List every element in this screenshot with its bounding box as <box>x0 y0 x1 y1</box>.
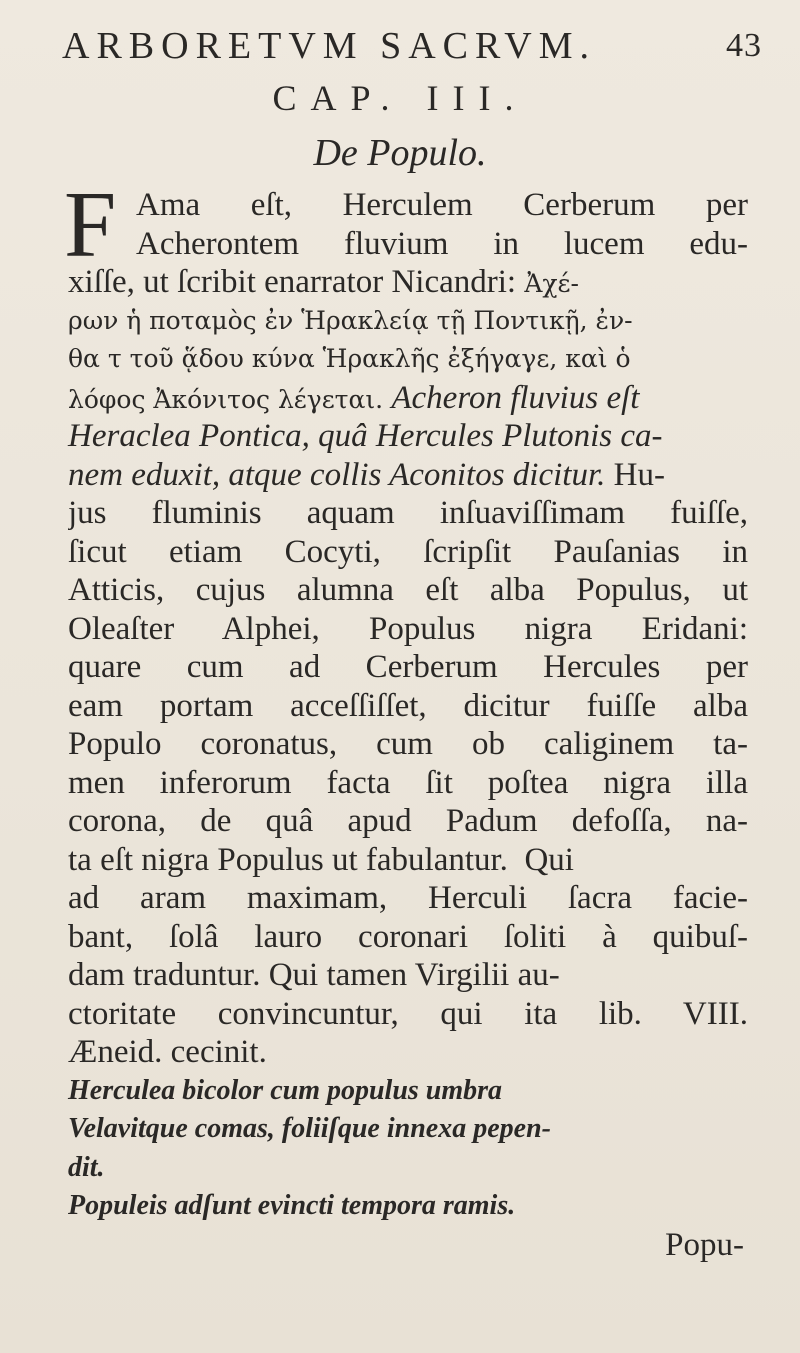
text-line-14: eam portam acceſſiſſet, dicitur fuiſſe alba <box>68 687 748 724</box>
text-line-17: corona, de quâ apud Padum defoſſa, na- <box>68 803 748 839</box>
text-line-21 <box>68 956 748 995</box>
text-line-10: ſicut etiam Cocyti, ſcripſit Pauſanias in <box>68 533 748 570</box>
body-text <box>64 173 748 1264</box>
text-line-11: Atticis, cujus alumna eſt alba Populus, ut <box>68 572 748 608</box>
text-line-6-greek: λόφος Ἀκόνιτος λέγεται. <box>68 384 384 414</box>
text-line-7: Heraclea Pontica, quâ Hercules Plutonis ca- <box>68 418 663 454</box>
opening-paragraph <box>64 173 748 277</box>
verse-line-2: Velavitque comas, foliiſque innexa pepen- <box>68 1113 551 1144</box>
running-head-title: ARBORETVM SACRVM. <box>62 25 597 67</box>
text-line-15: Populo coronatus, cum ob caliginem ta- <box>68 726 748 762</box>
verse-line-4: Populeis adſunt evincti tempora ramis. <box>68 1190 516 1221</box>
text-line-18-main: ta eſt nigra Populus ut fabulantur. <box>68 841 508 878</box>
chapter-heading: CAP. III. <box>272 78 528 118</box>
text-line-9: jus fluminis aquam inſuaviſſimam fuiſſe, <box>68 495 748 531</box>
verse-line-1: Herculea bicolor cum populus umbra <box>68 1074 503 1106</box>
running-head <box>62 18 762 74</box>
text-line-23: Æneid. cecinit. <box>68 1034 267 1070</box>
text-line-1: Ama eſt, Herculem Cerberum per <box>136 187 748 223</box>
text-line-6 <box>68 379 748 418</box>
text-line-2: Acherontem fluvium in lucem edu- <box>136 225 748 262</box>
text-line-19: ad aram maximam, Herculi ſacra facie- <box>68 880 748 916</box>
text-line-22: ctoritate convincuntur, qui ita lib. VIII. <box>68 995 748 1032</box>
text-line-4-greek: ρων ἡ ποταμὸς ἐν Ἡρακλείᾳ τῇ Ποντικῇ, ἐν- <box>68 305 633 335</box>
text-line-6-latin: Acheron fluvius eſt <box>391 379 640 416</box>
drop-capital: F <box>64 173 117 277</box>
text-line-21-qui: Qui tamen Virgilii au- <box>268 957 560 993</box>
text-line-3-latin: xiſſe, ut ſcribit enarrator Nicandri: <box>68 264 517 300</box>
text-line-3 <box>68 263 748 302</box>
text-line-20: bant, ſolâ lauro coronari ſoliti à quibuſ- <box>68 918 748 955</box>
chapter-subtitle: De Populo. <box>313 132 487 174</box>
text-line-3-greek: Ἀχέ- <box>524 269 579 298</box>
verse-line-3: dit. <box>68 1151 105 1183</box>
text-line-18-qui: Qui <box>524 841 574 878</box>
page-number: 43 <box>726 27 762 64</box>
text-line-18 <box>68 841 748 880</box>
catchword: Popu- <box>665 1226 744 1263</box>
text-line-8 <box>68 456 748 495</box>
text-line-8-roman: Hu- <box>613 456 665 493</box>
text-line-13: quare cum ad Cerberum Hercules per <box>68 649 748 685</box>
text-line-16: men inferorum facta ſit poſtea nigra illa <box>68 764 748 801</box>
text-line-12: Oleaſter Alphei, Populus nigra Eridani: <box>68 610 748 647</box>
text-line-8-italic: nem eduxit, atque collis Aconitos dicitur. <box>68 456 606 493</box>
text-line-5-greek: θα τ τοῦ ᾅδου κύνα Ἡρακλῆς ἐξήγαγε, καὶ ὁ <box>68 344 631 373</box>
text-line-21-main: dam traduntur. <box>68 957 261 993</box>
